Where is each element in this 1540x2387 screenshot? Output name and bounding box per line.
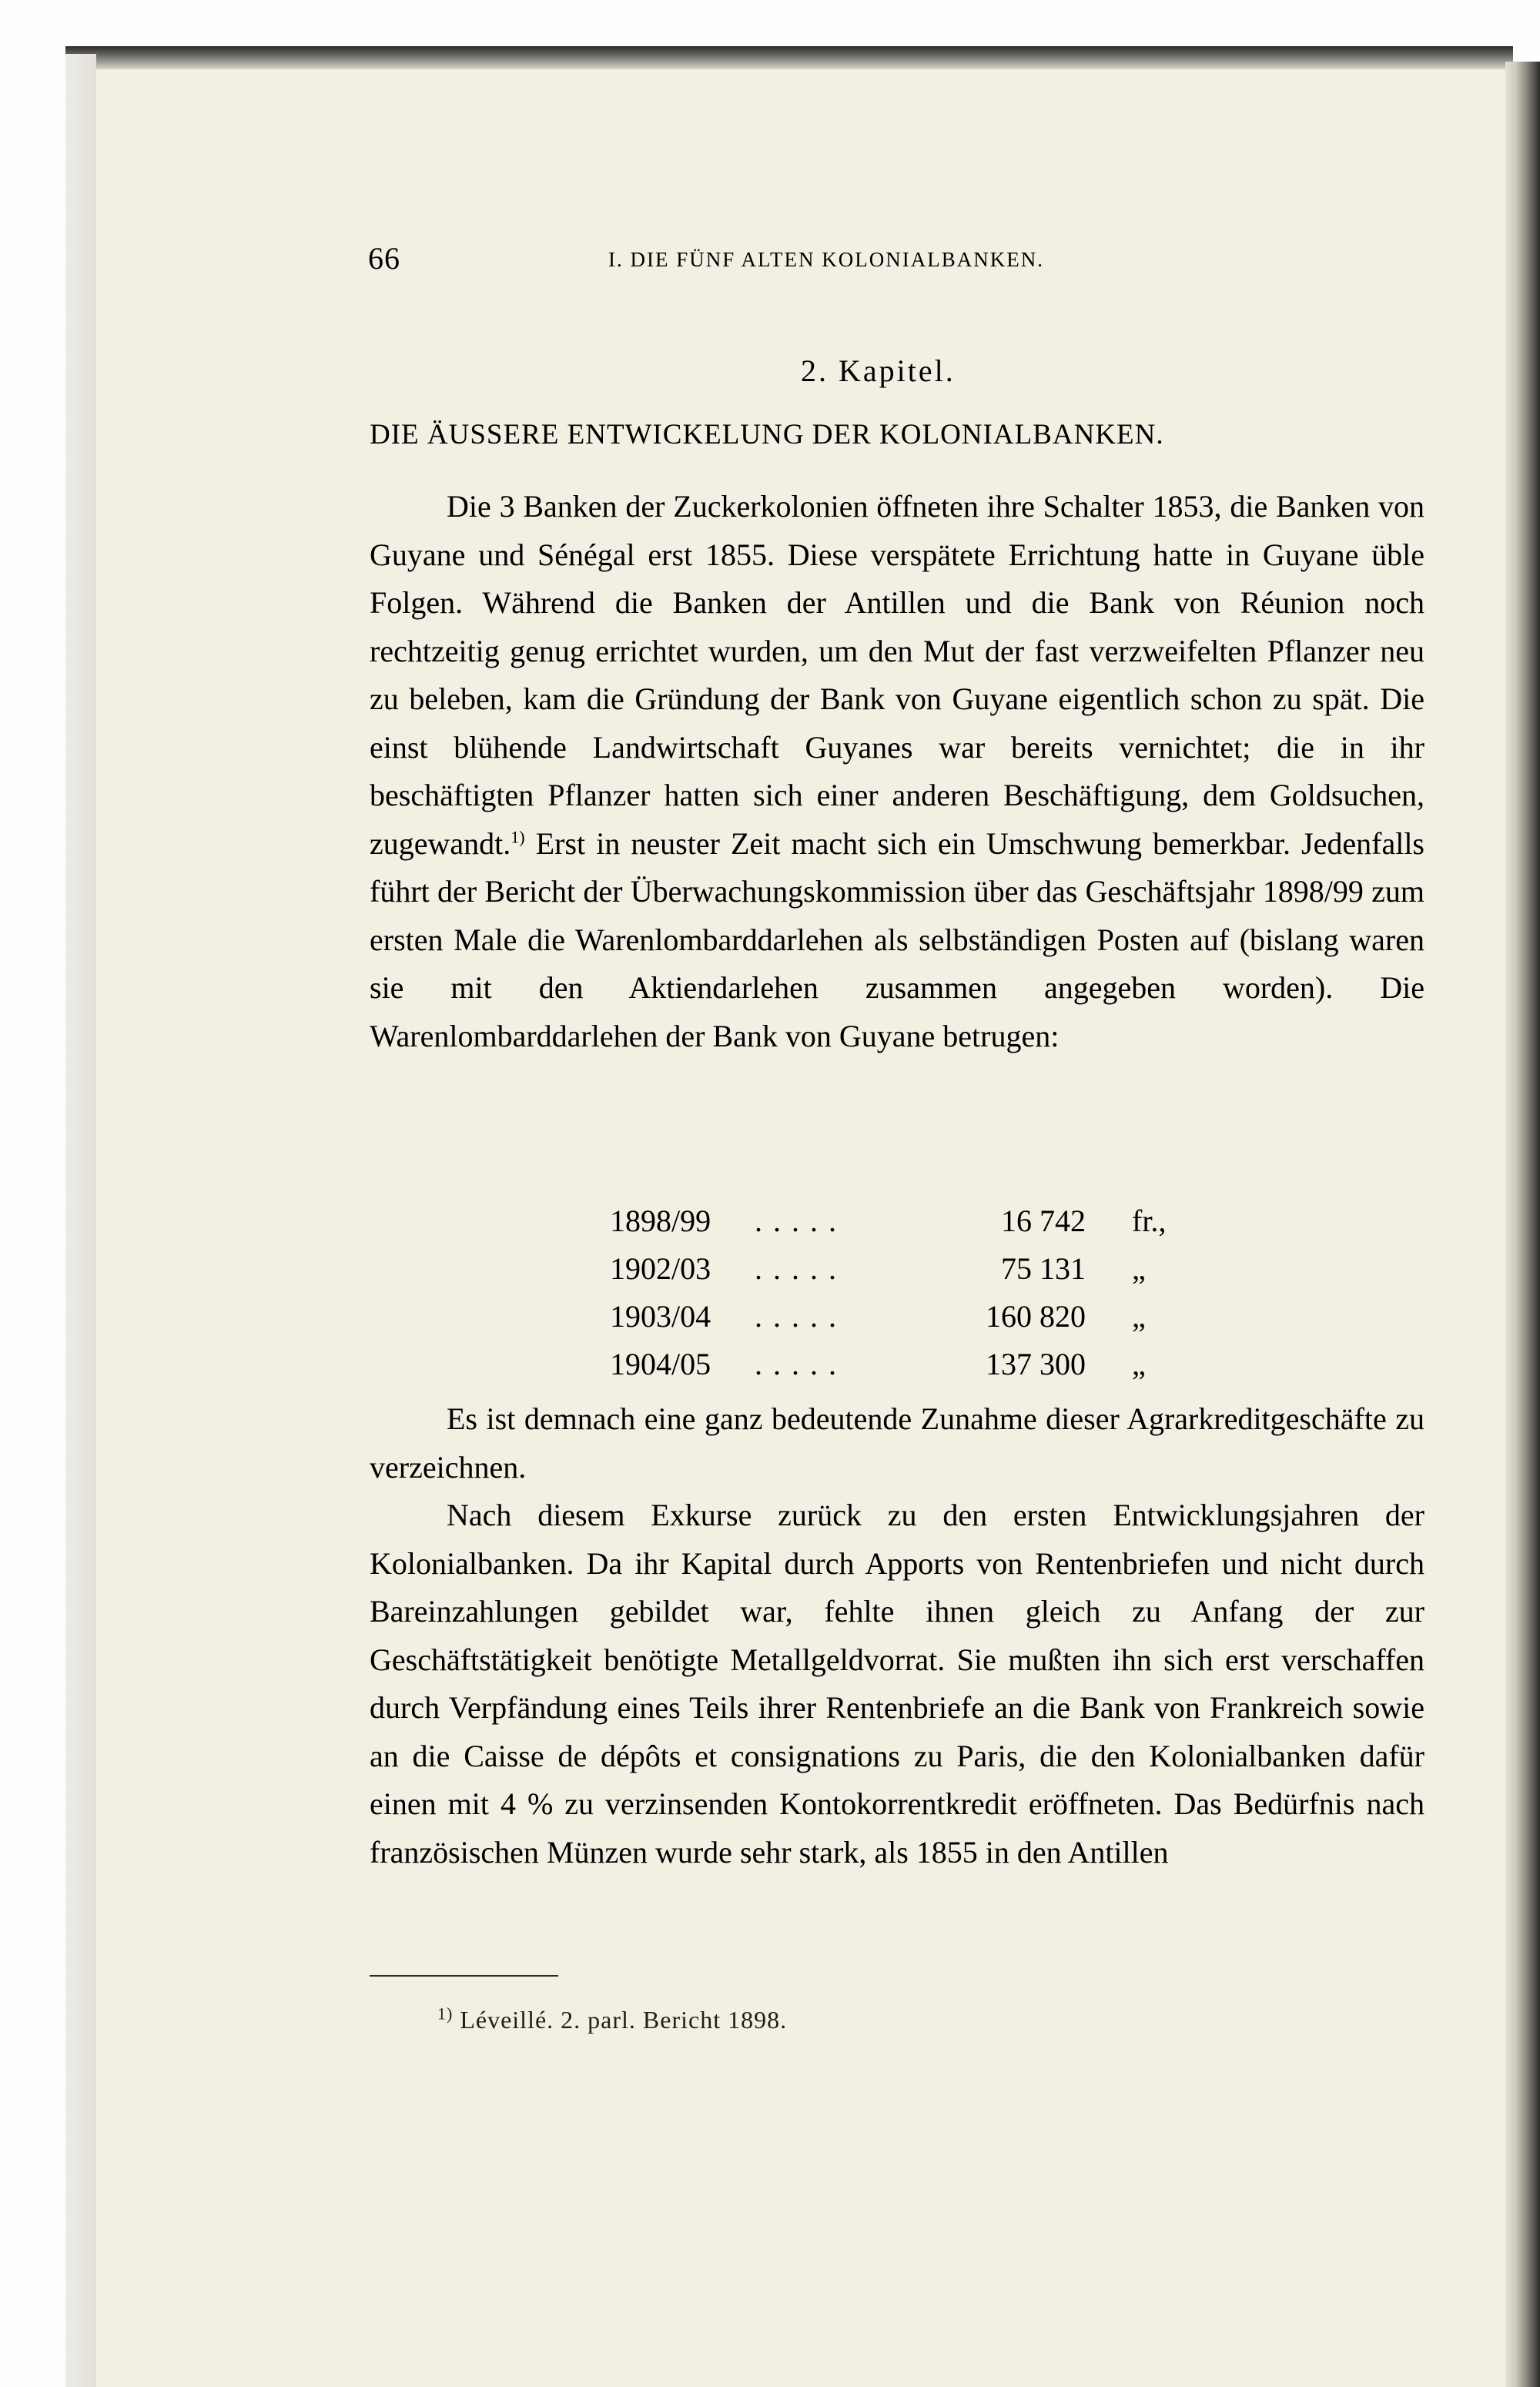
- paragraph-1-text-a: Die 3 Banken der Zuckerkolonien öffneten ihre Schalter 1853, die Banken von Guyane und Sénégal erst 1855. Diese verspätete Errichtung hatte in Guyane üble Folgen. Während die Banken der Antillen und die Bank von Réunion noch rechtzeitig genug errichtet wurden, um den Mut der fast verzweifelten Pflanzer neu zu beleben, kam die Gründung der Bank von Guyane eigentlich schon zu spät. Die einst blühende Landwirtschaft Guyanes war bereits vernichtet; die in ihr beschäftigten Pflanzer hatten sich einer anderen Beschäftigung, dem Goldsuchen, zugewandt.: [370, 489, 1424, 861]
- book-left-edge: [65, 54, 96, 2387]
- table-amount: 137 300: [986, 1347, 1086, 1381]
- table-year: 1898/99: [610, 1204, 711, 1238]
- running-head: I. DIE FÜNF ALTEN KOLONIALBANKEN.: [608, 248, 1044, 271]
- table-year: 1904/05: [610, 1347, 711, 1381]
- table-row: [370, 1203, 1424, 1250]
- table-amount: 16 742: [1001, 1204, 1086, 1238]
- paragraph-2-text: Es ist demnach eine ganz bedeutende Zunahme dieser Agrarkreditgeschäfte zu verzeichnen.: [370, 1401, 1424, 1485]
- footnote: [437, 2006, 787, 2034]
- table-unit: fr.,: [1132, 1204, 1167, 1238]
- page-header: [368, 240, 1423, 279]
- paragraph-3-text: Nach diesem Exkurse zurück zu den ersten Entwicklungsjahren der Kolonialbanken. Da ihr Kapital durch Apports von Rentenbriefen und nicht durch Bareinzahlungen gebildet war, fehlte ihnen gleich zu Anfang der zur Geschäftstätigkeit benötigte Metallgeldvorrat. Sie mußten ihn sich erst verschaffen durch Verpfändung eines Teils ihrer Rentenbriefe an die Bank von Frankreich sowie an die Caisse de dépôts et consignations zu Paris, die den Kolonialbanken dafür einen mit 4 % zu verzinsenden Kontokorrentkredit eröffneten. Das Bedürfnis nach französischen Münzen wurde sehr stark, als 1855 in den Antillen: [370, 1498, 1424, 1870]
- table-leader-dots: .....: [755, 1204, 847, 1238]
- footnote-text: Léveillé. 2. parl. Bericht 1898.: [453, 2006, 788, 2034]
- chapter-label: 2. Kapitel.: [801, 353, 956, 388]
- paragraph-3: [370, 1491, 1424, 1876]
- page-number: 66: [368, 241, 400, 276]
- paragraph-2: [370, 1395, 1424, 1491]
- table-row: [370, 1250, 1424, 1298]
- book-top-edge: [65, 46, 1513, 69]
- footnote-divider: [370, 1975, 558, 1977]
- table-amount: 160 820: [986, 1299, 1086, 1334]
- paragraph-1-text-b: Erst in neuster Zeit macht sich ein Umschwung bemerkbar. Jedenfalls führt der Bericht der Überwachungskommission über das Geschäftsjahr 1898/99 zum ersten Male die Warenlombarddarlehen als selbständigen Posten auf (bislang waren sie mit den Aktiendarlehen zusammen angegeben worden). Die Warenlombarddarlehen der Bank von Guyane betrugen:: [370, 825, 1424, 1053]
- footnote-reference: 1): [511, 827, 525, 847]
- chapter-title: DIE ÄUSSERE ENTWICKELUNG DER KOLONIALBANKEN.: [370, 419, 1164, 450]
- book-right-edge: [1505, 62, 1540, 2387]
- table-unit: „: [1132, 1251, 1146, 1286]
- table-row: [370, 1346, 1424, 1394]
- table-leader-dots: .....: [755, 1347, 847, 1381]
- footnote-marker: 1): [437, 2004, 454, 2024]
- table-unit: „: [1132, 1299, 1146, 1334]
- paragraph-1: [370, 483, 1424, 1060]
- table-year: 1902/03: [610, 1251, 711, 1286]
- table-unit: „: [1132, 1347, 1146, 1381]
- table-leader-dots: .....: [755, 1251, 847, 1286]
- table-row: [370, 1298, 1424, 1346]
- table-amount: 75 131: [1001, 1251, 1086, 1286]
- table-year: 1903/04: [610, 1299, 711, 1334]
- table-leader-dots: .....: [755, 1299, 847, 1334]
